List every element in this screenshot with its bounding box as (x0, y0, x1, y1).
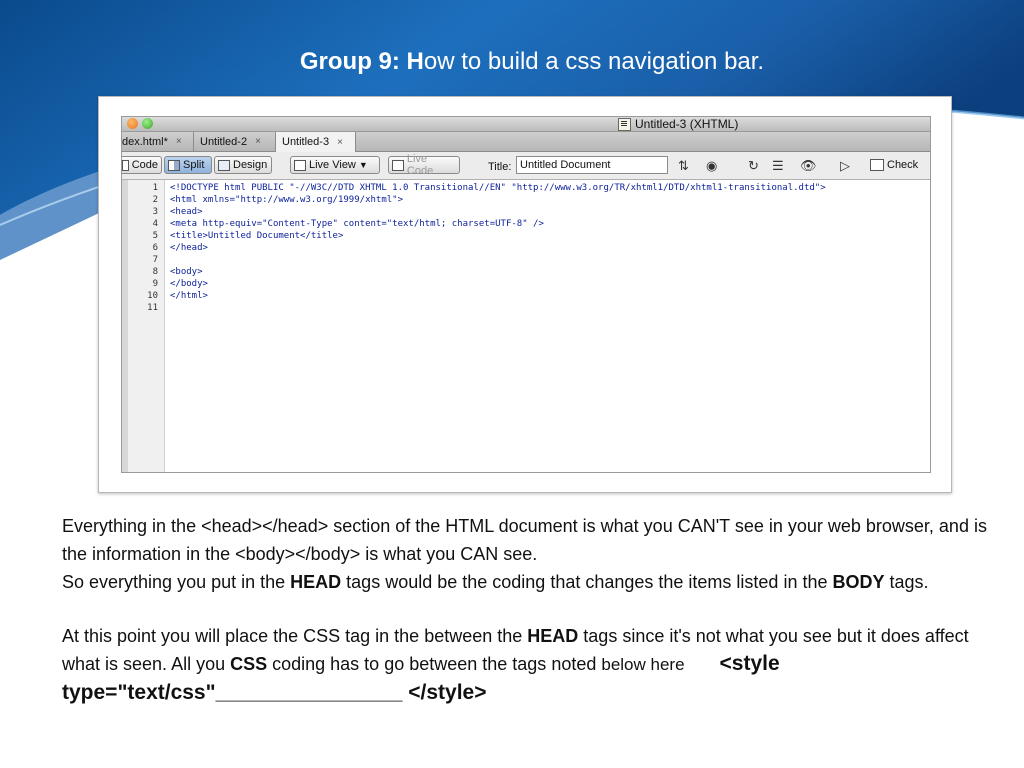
preview-browser-icon[interactable]: ◉ (706, 158, 718, 173)
code-line: <head> (170, 207, 203, 217)
refresh-icon[interactable]: ↻ (748, 158, 759, 173)
document-icon (618, 118, 631, 131)
code-line: </head> (170, 243, 208, 253)
paragraph-2-end: tags. (884, 572, 929, 592)
split-view-button[interactable] (164, 156, 212, 174)
code-line: <!DOCTYPE html PUBLIC "-//W3C//DTD XHTML 1.0 Transitional//EN" "http://www.w3.org/TR/xhtml1/DTD/xhtml1-transitional.dtd"> (170, 183, 826, 193)
tab-label: dex.html* (122, 135, 168, 148)
slide-title-rest: ow to build a css navigation bar. (423, 48, 765, 75)
live-code-icon (392, 160, 404, 171)
slide-title (0, 48, 1024, 76)
css-keyword: CSS (230, 654, 268, 674)
tab-index-html[interactable] (121, 132, 194, 151)
line-number-gutter (128, 180, 165, 472)
tab-label: Untitled-3 (282, 136, 330, 148)
line-number: 7 (152, 255, 158, 265)
paragraph-1-text: Everything in the <head></head> section of the HTML document is what you CAN'T see in your web browser, and is the information in the <body></body> is what you CAN see. (62, 516, 987, 564)
line-number: 2 (152, 195, 158, 205)
live-code-label: Live Code (406, 153, 434, 177)
code-view-icon (122, 160, 129, 171)
window-titlebar (122, 117, 930, 132)
document-tab-bar (122, 132, 930, 152)
chevron-down-icon: ▼ (358, 160, 368, 170)
paragraph-3-middle: tags since it's not what you see but it does affect what is seen. All you (62, 626, 969, 674)
split-view-icon (168, 160, 180, 171)
body-keyword: BODY (832, 572, 885, 592)
view-options-icon[interactable]: ☰ (772, 158, 784, 173)
code-editor[interactable] (122, 180, 930, 472)
line-number: 9 (152, 279, 158, 289)
line-number: 3 (152, 207, 158, 217)
paragraph-3-start: At this point you will place the CSS tag in the between the (62, 626, 528, 646)
close-tab-icon[interactable]: × (337, 136, 343, 148)
line-number: 6 (152, 243, 158, 253)
zoom-window-button[interactable] (142, 118, 153, 129)
close-tab-icon[interactable]: × (255, 136, 261, 147)
code-line: <title>Untitled Document</title> (170, 231, 344, 241)
code-view-label: Code (131, 159, 158, 171)
tab-untitled-3[interactable] (276, 132, 356, 152)
below-here-text: below here (601, 655, 685, 674)
window-title (618, 117, 738, 131)
line-number: 11 (147, 303, 158, 313)
code-line: </html> (170, 291, 208, 301)
slide-body-text (62, 512, 1002, 707)
head-keyword: HEAD (527, 626, 579, 646)
live-view-icon (294, 160, 306, 171)
check-page-icon (870, 159, 884, 171)
paragraph-2-middle: tags would be the coding that changes the items listed in the (341, 572, 833, 592)
title-field-label: Title: (488, 161, 512, 173)
document-toolbar (122, 152, 930, 180)
screenshot-frame (98, 96, 952, 493)
editor-window (121, 116, 931, 473)
close-tab-icon[interactable]: × (175, 136, 182, 147)
live-view-label: Live View (309, 159, 356, 171)
design-view-icon (218, 160, 230, 171)
line-number: 8 (152, 267, 158, 277)
live-view-button[interactable] (290, 156, 380, 174)
code-line: </body> (170, 279, 208, 289)
validate-markup-icon[interactable]: ▷ (840, 158, 850, 173)
document-title-input[interactable] (516, 156, 668, 174)
tab-untitled-2[interactable] (194, 132, 276, 151)
line-number: 10 (147, 291, 158, 301)
slide-title-bold: Group 9: H (299, 48, 424, 75)
minimize-window-button[interactable] (127, 118, 138, 129)
head-keyword: HEAD (290, 572, 342, 592)
line-number: 4 (152, 219, 158, 229)
code-view-button[interactable] (121, 156, 162, 174)
code-line: <html xmlns="http://www.w3.org/1999/xhtml"> (170, 195, 403, 205)
paragraph-css-placement (62, 622, 1002, 707)
paragraph-2-start: So everything you put in the (62, 572, 291, 592)
line-number: 5 (152, 231, 158, 241)
design-view-label: Design (233, 159, 268, 171)
window-title-text: Untitled-3 (XHTML) (635, 117, 739, 131)
design-view-button[interactable] (214, 156, 272, 174)
check-page-label: Check (887, 159, 919, 171)
line-number: 1 (152, 183, 158, 193)
check-page-button[interactable] (870, 159, 918, 171)
tab-label: Untitled-2 (200, 135, 248, 148)
file-management-icon[interactable]: ⇅ (678, 158, 689, 173)
visual-aids-icon[interactable]: 👁 (800, 158, 817, 173)
paragraph-3-rest: coding has to go between the tags noted (267, 654, 602, 674)
code-line: <meta http-equiv="Content-Type" content="text/html; charset=UTF-8" /> (170, 219, 544, 229)
code-line: <body> (170, 267, 203, 277)
style-tag-example: <style type="text/css"________________ </style> (62, 652, 780, 704)
paragraph-head-body (62, 512, 1002, 596)
split-view-label: Split (183, 159, 205, 171)
live-code-button[interactable] (388, 153, 460, 177)
